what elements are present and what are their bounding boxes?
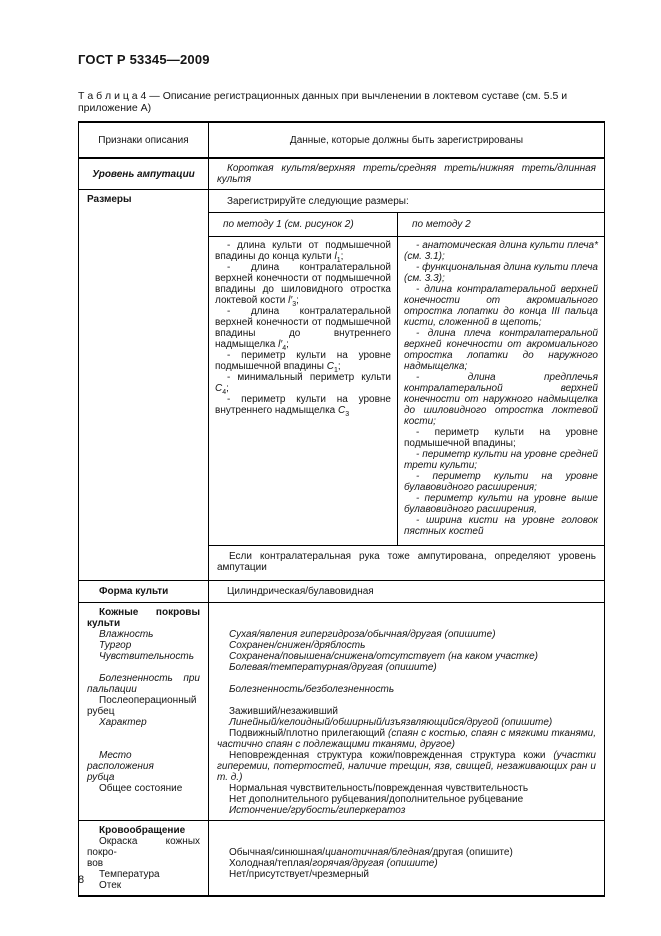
text-segment: ; xyxy=(286,339,289,350)
text-line: Болезненность при xyxy=(99,673,200,684)
text-line: Болезненность/безболезненность xyxy=(229,684,395,695)
text-segment: l′ xyxy=(278,339,283,350)
text-line xyxy=(217,673,596,684)
text-segment: C xyxy=(326,361,334,372)
text-line: Температура xyxy=(99,869,160,880)
text-line: - длина контралатеральной верхней конечности от акромиального отростка лопатки до конца III пальца кисти, сложенной в щепоть; xyxy=(404,284,598,328)
row-circulation xyxy=(79,821,604,895)
amputation-level-cell xyxy=(209,159,604,189)
text-line xyxy=(215,240,391,262)
text-line: Нет/присутствует/чрезмерный xyxy=(229,869,369,880)
text-line: Линейный/келоидный/обширный/изъязвляющийся/другой (опишите) xyxy=(229,717,553,728)
text-line: рубца xyxy=(87,772,115,783)
text-segment: (участки гиперемии, потертостей, наличие трещин, язв, свищей, незаживающих ран и т. д.) xyxy=(217,750,596,783)
text-line: - анатомическая длина культи плеча* (см. 3.1); xyxy=(404,240,598,262)
gost-standard-number: ГОСТ Р 53345—2009 xyxy=(78,52,210,67)
text-segment: - периметр культи на уровне внутреннего надмыщелка xyxy=(215,394,391,416)
text-segment: ; xyxy=(340,251,344,262)
text-line xyxy=(87,728,200,739)
text-segment: 1 xyxy=(336,257,341,264)
text-line: Окраска кожных покро- xyxy=(87,836,200,858)
text-line xyxy=(217,750,596,783)
text-line: Болевая/температурная/другая (опишите) xyxy=(229,662,437,673)
text-segment: 1 xyxy=(334,367,338,374)
text-line: - периметр культи на уровне булавовидного расширения; xyxy=(404,471,598,493)
main-table xyxy=(78,121,605,897)
skin-values-column xyxy=(209,603,604,820)
text-segment: C xyxy=(215,383,223,394)
text-line xyxy=(217,695,596,706)
text-segment: ; xyxy=(296,295,299,306)
sizes-label: Размеры xyxy=(87,194,132,205)
text-line: - длина предплечья контралатеральной верхней конечности от наружного надмыщелка до шиловидного отростка локтевой кости; xyxy=(404,372,598,427)
text-segment: Подвижный/плотно прилегающий xyxy=(229,728,388,739)
text-segment: 3 xyxy=(345,411,350,418)
text-line: Нет дополнительного рубцевания/дополнительное рубцевание xyxy=(229,794,524,805)
text-segment: 3 xyxy=(292,301,297,308)
text-line: - периметр культи на уровне средней трети культи; xyxy=(404,449,598,471)
text-line: - функциональная длина культи плеча (см. 3.3); xyxy=(404,262,598,284)
text-segment: ; xyxy=(337,361,341,372)
text-line: Заживший/незаживший xyxy=(229,706,338,717)
text-segment: l xyxy=(334,251,337,262)
text-line: Кровообращение xyxy=(99,825,186,836)
text-line: Тургор xyxy=(99,640,132,651)
text-segment: 4 xyxy=(222,389,227,396)
text-line xyxy=(217,618,596,629)
text-line xyxy=(215,394,391,416)
col-header-features: Признаки описания xyxy=(79,123,209,157)
text-segment: Неповрежденная структура кожи/поврежденная структура кожи xyxy=(229,750,554,761)
method2-header: по методу 2 xyxy=(398,213,604,237)
text-segment: C xyxy=(338,405,346,416)
text-line xyxy=(215,306,391,350)
text-line: Характер xyxy=(99,717,147,728)
text-segment: 4 xyxy=(282,345,287,352)
text-line: Послеоперационный xyxy=(99,695,197,706)
method1-header: по методу 1 (см. рисунок 2) xyxy=(209,213,397,237)
text-segment: другая (опишите) xyxy=(432,847,513,858)
text-line xyxy=(215,350,391,372)
text-segment: Холодная/теплая/ xyxy=(229,858,313,869)
row-amputation-level xyxy=(79,159,604,190)
text-line: Кожные покровы xyxy=(99,607,200,618)
text-line: - длина плеча контралатеральной верхней конечности от акромиального отростка лопатки до наружного надмыщелка; xyxy=(404,328,598,372)
sizes-label-cell xyxy=(79,190,209,580)
stump-shape-label: Форма культи xyxy=(99,586,169,597)
table-caption: Т а б л и ц а 4 — Описание регистрационных данных при вычленении в локтевом суставе (см. 5.5 и приложение А) xyxy=(78,90,568,114)
text-line xyxy=(217,825,596,836)
page-content xyxy=(78,52,605,897)
text-line: - периметр культи на уровне подмышечной впадины; xyxy=(404,427,598,449)
method2-list xyxy=(398,237,604,545)
text-line: рубец xyxy=(87,706,115,717)
text-line xyxy=(217,836,596,847)
sizes-intro: Зарегистрируйте следующие размеры: xyxy=(209,190,604,213)
row-stump-shape xyxy=(79,581,604,603)
text-line: Сохранен/снижен/дряблость xyxy=(229,640,366,651)
text-segment: - длина культи от подмышечной впадины до конца культи xyxy=(215,240,391,262)
text-segment: - минимальный периметр культи xyxy=(227,372,391,383)
text-segment: l′ xyxy=(288,295,293,306)
sizes-methods-grid xyxy=(209,213,604,545)
text-segment: Обычная/синюшная/ xyxy=(229,847,326,858)
stump-shape-value: Цилиндрическая/булавовидная xyxy=(227,586,374,597)
text-line xyxy=(87,662,200,673)
method1-list xyxy=(209,237,397,545)
stump-shape-cell xyxy=(209,581,604,602)
col-header-data: Данные, которые должны быть зарегистрированы xyxy=(289,134,524,146)
amputation-level-value: Короткая культя/верхняя треть/средняя треть/нижняя треть/длинная культя xyxy=(217,163,596,185)
circulation-labels-column xyxy=(79,821,209,895)
method2-column xyxy=(398,213,604,545)
text-line: Общее состояние xyxy=(99,783,183,794)
text-line: Место расположения xyxy=(87,750,154,772)
sizes-note: Если контралатеральная рука тоже ампутирована, определяют уровень ампутации xyxy=(209,545,604,580)
text-line: Сохранена/повышена/снижена/отсутствует (на каком участке) xyxy=(229,651,539,662)
text-segment: - длина контралатеральной верхней конечности от подмышечной впадины до шиловидного отростка локтевой кости xyxy=(215,262,391,306)
text-segment: - длина контралатеральной верхней конечности от подмышечной впадины до внутреннего надмыщелка xyxy=(215,306,391,350)
method1-column xyxy=(209,213,398,545)
text-line: Нормальная чувствительность/поврежденная чувствительность xyxy=(229,783,529,794)
text-segment: - периметр культи на уровне подмышечной впадины xyxy=(215,350,391,372)
text-line: Истончение/грубость/гиперкератоз xyxy=(229,805,406,816)
text-line xyxy=(215,262,391,306)
text-line: пальпации xyxy=(87,684,137,695)
text-line xyxy=(217,847,596,858)
stump-shape-label-cell xyxy=(79,581,209,602)
row-skin xyxy=(79,603,604,821)
text-line: - периметр культи на уровне выше булавовидного расширения, xyxy=(404,493,598,515)
table-header-row xyxy=(79,123,604,159)
text-line: Отек xyxy=(99,880,122,891)
text-line: Чувствительность xyxy=(99,651,194,662)
text-segment: (спаян с костью, спаян с мягкими тканями, частично спаян с подлежащими тканями, другое) xyxy=(217,728,596,750)
skin-labels-column xyxy=(79,603,209,820)
text-line: Сухая/явления гипергидроза/обычная/другая (опишите) xyxy=(229,629,496,640)
row-sizes xyxy=(79,190,604,581)
text-line xyxy=(87,739,200,750)
circulation-values-column xyxy=(209,821,604,895)
text-segment: цианотичная/бледная/ xyxy=(325,847,433,858)
sizes-cell xyxy=(209,190,604,580)
text-line: культи xyxy=(87,618,121,629)
text-line: - ширина кисти на уровне головок пястных костей xyxy=(404,515,598,537)
text-segment: горячая/другая (опишите) xyxy=(312,858,438,869)
text-line xyxy=(217,858,596,869)
text-segment: ; xyxy=(226,383,229,394)
amputation-level-label: Уровень ампутации xyxy=(79,159,209,189)
text-line: Влажность xyxy=(99,629,154,640)
page-number: 8 xyxy=(78,874,85,886)
text-line xyxy=(217,607,596,618)
text-line: вов xyxy=(87,858,104,869)
text-line xyxy=(217,728,596,750)
text-line xyxy=(215,372,391,394)
